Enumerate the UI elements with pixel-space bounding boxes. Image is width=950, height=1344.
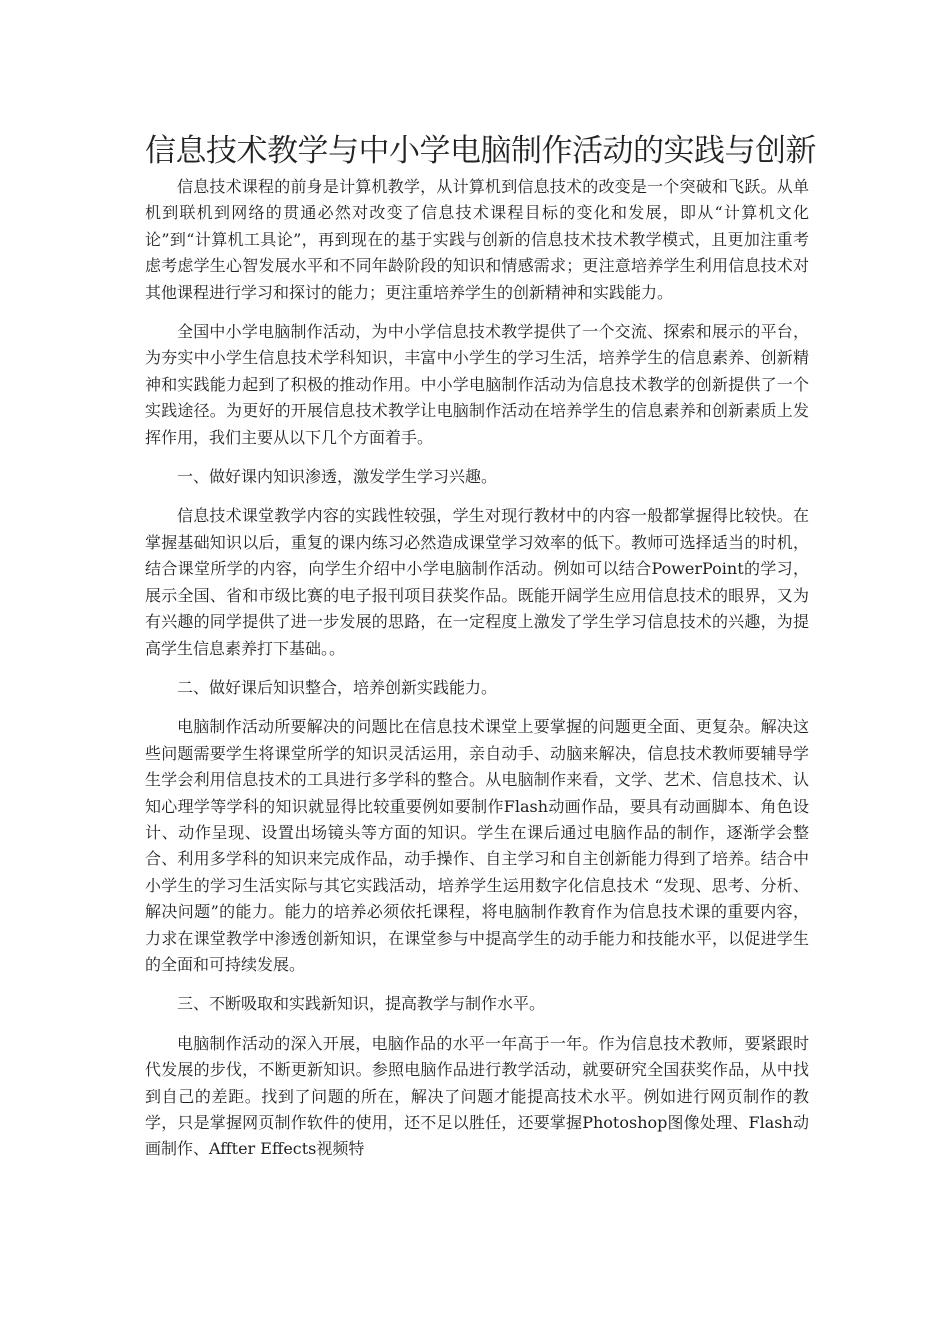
section-heading-3: 三、不断吸取和实践新知识，提高教学与制作水平。 — [177, 994, 546, 1014]
section-heading-2: 二、做好课后知识整合，培养创新实践能力。 — [177, 677, 498, 697]
document-title: 信息技术教学与中小学电脑制作活动的实践与创新 — [145, 133, 816, 169]
section-heading-1: 一、做好课内知识渗透，激发学生学习兴趣。 — [177, 467, 498, 487]
paragraph-section-1: 信息技术课堂教学内容的实践性较强，学生对现行教材中的内容一般都掌握得比较快。在掌握基础知识以后，重复的课内练习必然造成课堂学习效率的低下。教师可选择适当的时机，结合课堂所学的内容，向学生介绍中小学电脑制作活动。例如可以结合PowerPoint的学习，展示全国、省和市级比赛的电子报刊项目获奖作品。既能开阔学生应用信息技术的眼界，又为有兴趣的同学提供了进一步发展的思路，在一定程度上激发了学生学习信息技术的兴趣，为提高学生信息素养打下基础。。 — [145, 506, 809, 658]
paragraph-section-3: 电脑制作活动的深入开展，电脑作品的水平一年高于一年。作为信息技术教师，要紧跟时代发展的步伐，不断更新知识。参照电脑作品进行教学活动，就要研究全国获奖作品，从中找到自己的差距。找到了问题的所在，解决了问题才能提高技术水平。例如进行网页制作的教学，只是掌握网页制作软件的使用，还不足以胜任，还要掌握Photoshop图像处理、Flash动画制作、Affter Effects视频特 — [145, 1033, 809, 1159]
paragraph-section-2: 电脑制作活动所要解决的问题比在信息技术课堂上要掌握的问题更全面、更复杂。解决这些问题需要学生将课堂所学的知识灵活运用，亲自动手、动脑来解决，信息技术教师要辅导学生学会利用信息技术的工具进行多学科的整合。从电脑制作来看，文学、艺术、信息技术、认知心理学等学科的知识就显得比较重要例如要制作Flash动画作品，要具有动画脚本、角色设计、动作呈现、设置出场镜头等方面的知识。学生在课后通过电脑作品的制作，逐渐学会整合、利用多学科的知识来完成作品，动手操作、自主学习和自主创新能力得到了培养。结合中小学生的学习生活实际与其它实践活动，培养学生运用数字化信息技术 “发现、思考、分析、解决问题”的能力。能力的培养必须依托课程，将电脑制作教育作为信息技术课的重要内容，力求在课堂教学中渗透创新知识，在课堂参与中提高学生的动手能力和技能水平，以促进学生的全面和可持续发展。 — [145, 717, 809, 974]
document-body — [145, 130, 816, 1176]
paragraph-intro: 信息技术课程的前身是计算机教学，从计算机到信息技术的改变是一个突破和飞跃。从单机到联机到网络的贯通必然对改变了信息技术课程目标的变化和发展，即从“计算机文化论”到“计算机工具论”，再到现在的基于实践与创新的信息技术技术教学模式，且更加注重考虑考虑学生心智发展水平和不同年龄阶段的知识和情感需求；更注意培养学生利用信息技术对其他课程进行学习和探讨的能力；更注重培养学生的创新精神和实践能力。 — [145, 177, 809, 302]
paragraph-activity-overview: 全国中小学电脑制作活动，为中小学信息技术教学提供了一个交流、探索和展示的平台，为夯实中小学生信息技术学科知识，丰富中小学生的学习生活，培养学生的信息素养、创新精神和实践能力起到了积极的推动作用。中小学电脑制作活动为信息技术教学的创新提供了一个实践途径。为更好的开展信息技术教学让电脑制作活动在培养学生的信息素养和创新素质上发挥作用，我们主要从以下几个方面着手。 — [145, 322, 809, 447]
